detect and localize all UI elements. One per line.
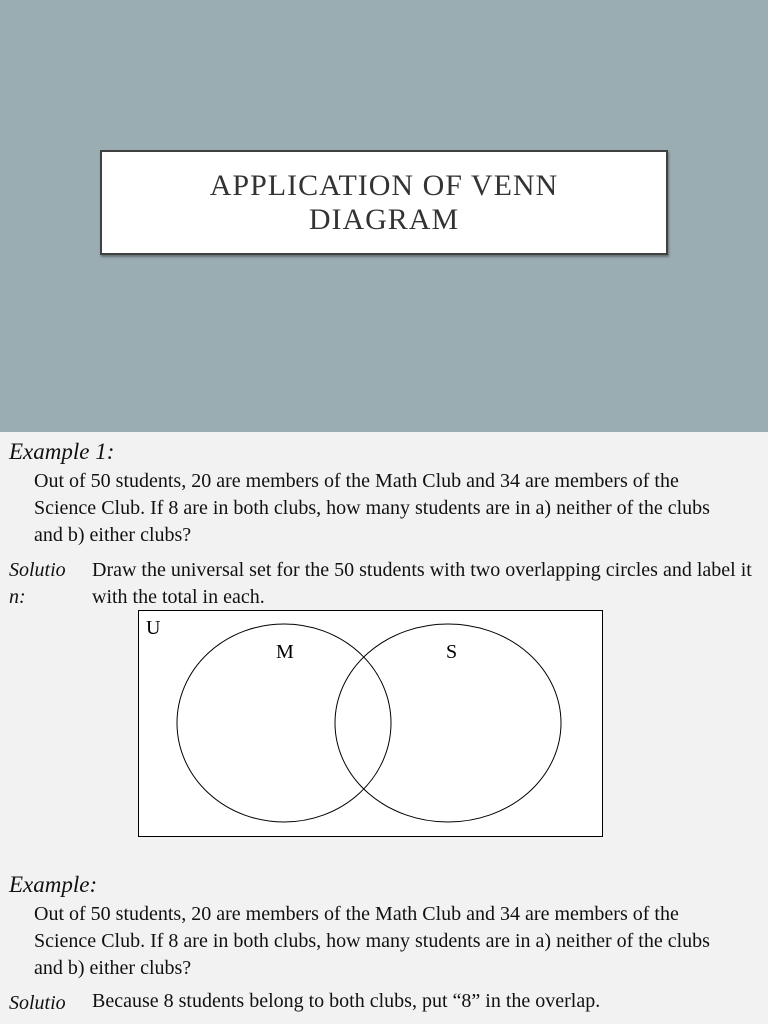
title-slide bbox=[0, 0, 768, 432]
solution-label-part1: Solutio bbox=[9, 559, 66, 581]
universal-set-rect bbox=[139, 611, 603, 837]
solution-label-2: Solutio bbox=[9, 992, 66, 1014]
example-1-heading: Example 1: bbox=[9, 439, 115, 464]
venn-diagram bbox=[138, 610, 603, 837]
set-m-label: M bbox=[276, 641, 294, 663]
slide-title: APPLICATION OF VENN DIAGRAM bbox=[209, 168, 559, 236]
example-1-solution-text: Draw the universal set for the 50 students with two overlapping circles and label it with the total in each. bbox=[92, 559, 752, 608]
solution-label-part2: n: bbox=[9, 586, 26, 608]
example-2-heading: Example: bbox=[9, 872, 98, 897]
universe-label: U bbox=[146, 617, 161, 639]
set-s-label: S bbox=[446, 641, 458, 663]
example-2-problem: Out of 50 students, 20 are members of the Math Club and 34 are members of the Science Club. If 8 are in both clubs, how many students are in a) neither of the clubs and b) either clubs? bbox=[34, 903, 710, 979]
title-box bbox=[100, 150, 668, 255]
example-2-solution-text: Because 8 students belong to both clubs, put “8” in the overlap. bbox=[92, 990, 601, 1012]
example-1-problem: Out of 50 students, 20 are members of the Math Club and 34 are members of the Science Club. If 8 are in both clubs, how many students are in a) neither of the clubs and b) either clubs? bbox=[34, 470, 710, 546]
